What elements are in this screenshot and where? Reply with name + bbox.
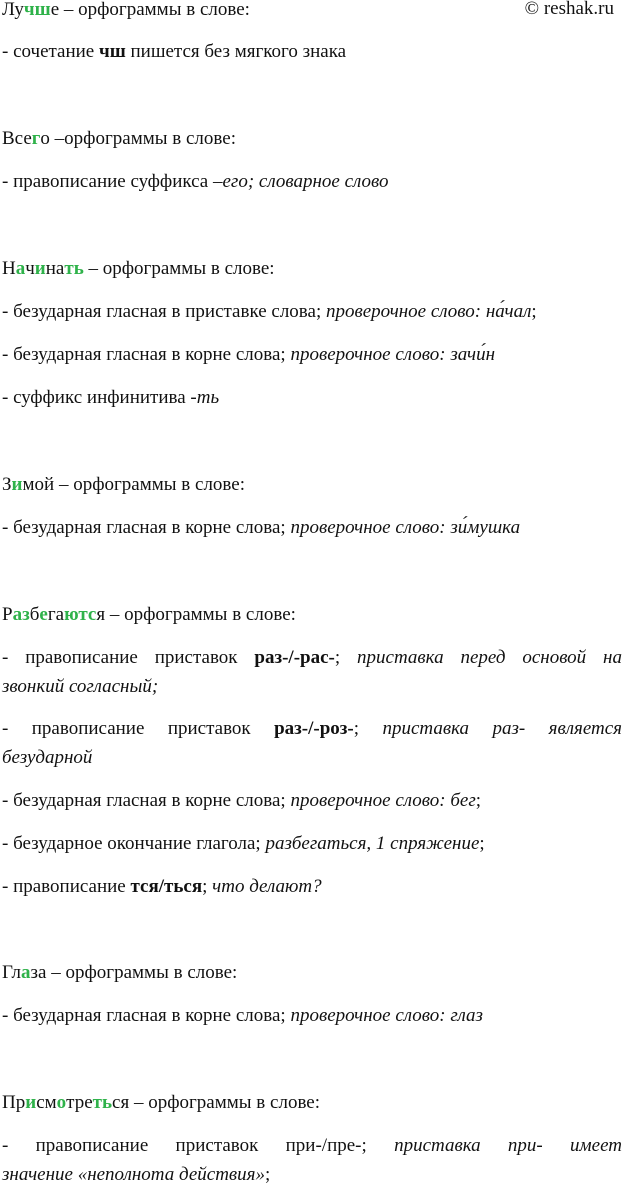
- rule-line-continued: значение «неполнота действия»;: [2, 1164, 271, 1185]
- word-heading-zimoy: Зимой – орфограммы в слове:: [2, 474, 245, 495]
- rule-line: - правописание приставок при-/пре-; приставка при- имеет: [2, 1135, 622, 1156]
- watermark: © reshak.ru: [524, 0, 614, 19]
- word-heading-prismotretsya: Присмотреться – орфограммы в слове:: [2, 1092, 321, 1113]
- word-heading-razbegayutsya: Разбегаются – орфограммы в слове:: [2, 604, 296, 625]
- rule-line-continued: звонкий согласный;: [2, 676, 159, 697]
- rule-line: - безударная гласная в корне слова; проверочное слово: глаз: [2, 1005, 483, 1026]
- rule-line: - правописание суффикса –его; словарное слово: [2, 171, 389, 192]
- rule-line: - суффикс инфинитива -ть: [2, 387, 220, 408]
- rule-line: - безударное окончание глагола; разбегаться, 1 спряжение;: [2, 833, 485, 854]
- word-heading-glaza: Глаза – орфограммы в слове:: [2, 962, 238, 983]
- rule-line-continued: безударной: [2, 747, 93, 768]
- rule-line: - правописание приставок раз-/-роз-; приставка раз- является: [2, 718, 623, 739]
- rule-line: - безударная гласная в приставке слова; проверочное слово: на́чал;: [2, 301, 537, 322]
- word-heading-luchshe: Лучше – орфограммы в слове:: [2, 0, 250, 20]
- rule-line: - безударная гласная в корне слова; проверочное слово: зачи́н: [2, 344, 496, 365]
- rule-line: - правописание приставок раз-/-рас-; приставка перед основой на: [2, 647, 622, 668]
- word-heading-nachinat: Начинать – орфограммы в слове:: [2, 258, 275, 279]
- rule-line: - безударная гласная в корне слова; проверочное слово: бег;: [2, 790, 482, 811]
- rule-line: - безударная гласная в корне слова; проверочное слово: зи́мушка: [2, 517, 521, 538]
- word-heading-vsego: Всего –орфограммы в слове:: [2, 128, 236, 149]
- rule-line: - сочетание чш пишется без мягкого знака: [2, 41, 347, 62]
- rule-line: - правописание тся/ться; что делают?: [2, 876, 322, 897]
